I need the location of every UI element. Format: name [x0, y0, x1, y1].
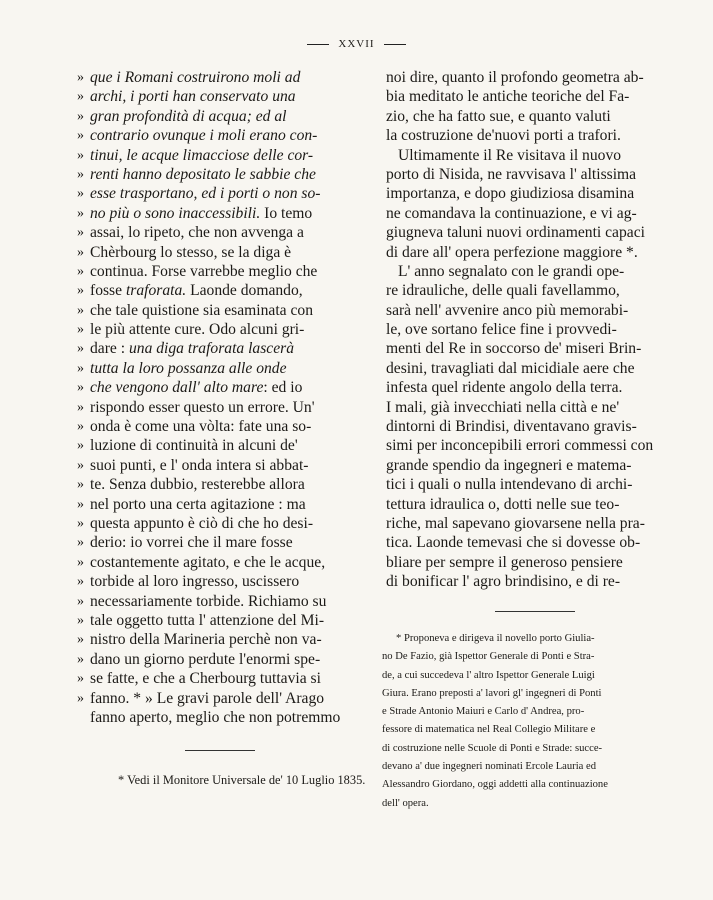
footnote-line: e Strade Antonio Maiuri e Carlo d' Andrea, pro- — [382, 706, 585, 718]
quote-mark: » — [77, 574, 84, 590]
quote-mark: » — [77, 147, 84, 163]
text-line: grande spendio da ingegneri e matema- — [386, 456, 632, 474]
text-line: di bonificar l' agro brindisino, e di re- — [386, 573, 621, 591]
quote-mark: » — [77, 690, 84, 706]
text-line — [77, 359, 370, 378]
text-line — [77, 204, 370, 223]
line-text: tinui, le acque limacciose delle cor- — [90, 146, 314, 164]
line-text: fanno aperto, meglio che non potremmo — [90, 708, 341, 726]
text-line: simi per inconcepibili errori commessi con — [386, 437, 654, 455]
footnote-line: dell' opera. — [382, 797, 429, 809]
line-text: contrario ovunque i moli erano con- — [90, 127, 318, 145]
quote-mark: » — [77, 322, 84, 338]
footnote-line: devano a' due ingegneri nominati Ercole Lauria ed — [382, 761, 596, 773]
text-line: riche, mal sapevano giovarsene nella pra- — [386, 514, 645, 532]
line-text-italic: che vengono dall' alto mare — [90, 379, 264, 397]
text-line: tici i quali o nulla intendevano di archi- — [386, 476, 633, 494]
text-line — [77, 398, 370, 417]
text-line: sarà nell' avvenire anco più memorabi- — [386, 301, 629, 319]
quote-mark: » — [77, 632, 84, 648]
text-line — [77, 281, 370, 300]
text-line — [77, 68, 370, 87]
text-line — [77, 650, 370, 669]
text-line — [77, 417, 370, 436]
line-text: tale oggetto tutta l' attenzione del Mi- — [90, 611, 325, 629]
text-line: L' anno segnalato con le grandi ope- — [398, 262, 625, 280]
left-footnote-rule — [185, 750, 255, 751]
text-line — [77, 165, 370, 184]
line-text: Io temo — [260, 204, 313, 222]
quote-mark: » — [77, 302, 84, 318]
quote-mark: » — [77, 70, 84, 85]
text-line — [77, 514, 370, 533]
line-text: renti hanno depositato le sabbie che — [90, 165, 316, 183]
quote-mark: » — [77, 593, 84, 609]
line-text: suoi punti, e l' onda intera si abbat- — [90, 456, 309, 474]
line-text: nel porto una certa agitazione : ma — [90, 495, 306, 513]
line-text: le più attente cure. Odo alcuni gri- — [90, 321, 305, 339]
text-line — [77, 436, 370, 455]
text-line — [90, 708, 370, 727]
page-header — [0, 38, 713, 50]
quote-mark: » — [77, 108, 84, 124]
quote-mark: » — [77, 496, 84, 512]
footnote-line: de, a cui succedeva l' altro Ispettor Generale Luigi — [382, 669, 595, 681]
text-line — [77, 456, 370, 475]
right-footnote — [382, 630, 682, 813]
footnote-line: Alessandro Giordano, oggi addetti alla continuazione — [382, 779, 608, 791]
quote-mark: » — [77, 612, 84, 628]
header-rule-right — [384, 44, 406, 45]
line-text: continua. Forse varrebbe meglio che — [90, 262, 318, 280]
text-line: menti del Re in soccorso de' miseri Brin- — [386, 340, 642, 358]
text-line: noi dire, quanto il profondo geometra ab- — [386, 69, 644, 86]
line-text: te. Senza dubbio, resterebbe allora — [90, 476, 305, 494]
text-line — [77, 533, 370, 552]
line-text: dano un giorno perdute l'enormi spe- — [90, 650, 321, 668]
footnote-line: * Proponeva e dirigeva il novello porto Giulia- — [396, 633, 595, 644]
line-text: Chèrbourg lo stesso, se la diga è — [90, 243, 292, 261]
line-text: onda è come una vòlta: fate una so- — [90, 418, 312, 436]
line-text: se fatte, e che a Cherbourg tuttavia si — [90, 670, 321, 688]
footnote-line: fessore di matematica nel Real Collegio Militare e — [382, 724, 596, 736]
quote-mark: » — [77, 225, 84, 241]
line-text: fanno. * » Le gravi parole dell' Arago — [90, 689, 325, 707]
footnote-line: di costruzione nelle Scuole di Ponti e Strade: succe- — [382, 742, 603, 754]
text-line: porto di Nisida, ne ravvisava l' altissima — [386, 165, 637, 183]
line-text: necessariamente torbide. Richiamo su — [90, 592, 327, 610]
line-text: derio: io vorrei che il mare fosse — [90, 534, 293, 552]
line-text: torbide al loro ingresso, uscissero — [90, 573, 300, 591]
text-line — [77, 611, 370, 630]
text-line — [77, 669, 370, 688]
quote-mark: » — [77, 477, 84, 493]
text-line: bia meditato le antiche teoriche del Fa- — [386, 88, 630, 106]
text-line: desini, travagliati dal micidiale aere che — [386, 359, 635, 377]
line-text: Laonde domando, — [186, 282, 303, 300]
text-line: importanza, e dopo giudiziosa disamina — [386, 185, 635, 203]
line-text: esse trasportano, ed i porti o non so- — [90, 185, 321, 203]
line-text: archi, i porti han conservato una — [90, 88, 296, 106]
text-line: Ultimamente il Re visitava il nuovo — [398, 146, 622, 164]
left-column — [77, 68, 370, 727]
quote-mark: » — [77, 186, 84, 202]
line-text: nistro della Marineria perchè non va- — [90, 631, 322, 649]
line-text: costantemente agitato, e che le acque, — [90, 553, 326, 571]
line-text: assai, lo ripeto, che non avvenga a — [90, 224, 304, 242]
text-line — [77, 339, 370, 358]
quote-mark: » — [77, 554, 84, 570]
text-line: re idrauliche, delle quali favellammo, — [386, 282, 620, 300]
text-line — [77, 184, 370, 203]
line-text: tutta la loro possanza alle onde — [90, 359, 287, 377]
quote-mark: » — [77, 419, 84, 435]
text-line: giugneva taluni nuovi ordinamenti capaci — [386, 224, 645, 242]
quote-mark: » — [77, 515, 84, 531]
text-line: ne comandava la continuazione, e vi ag- — [386, 204, 637, 222]
line-text: gran profondità di acqua; ed al — [90, 107, 287, 125]
text-line — [77, 262, 370, 281]
text-line — [77, 495, 370, 514]
quote-mark: » — [77, 128, 84, 144]
quote-mark: » — [77, 671, 84, 687]
text-line — [77, 146, 370, 165]
quote-mark: » — [77, 89, 84, 105]
text-line: di dare all' opera perfezione maggiore *. — [386, 243, 638, 261]
left-footnote: * Vedi il Monitore Universale de' 10 Luglio 1835. — [118, 773, 366, 787]
quote-mark: » — [77, 651, 84, 667]
text-line — [77, 572, 370, 591]
page-number: XXVII — [338, 38, 375, 50]
line-text: : ed io — [263, 379, 303, 397]
footnote-line: no De Fazio, già Ispettor Generale di Ponti e Stra- — [382, 651, 595, 663]
quote-mark: » — [77, 263, 84, 279]
line-text: que i Romani costruirono moli ad — [90, 69, 301, 86]
text-line — [77, 223, 370, 242]
text-line: la costruzione de'nuovi porti a trafori. — [386, 127, 621, 145]
text-line — [77, 475, 370, 494]
text-line — [77, 126, 370, 145]
text-line — [77, 301, 370, 320]
quote-mark: » — [77, 399, 84, 415]
text-line — [77, 689, 370, 708]
text-line — [77, 243, 370, 262]
quote-mark: » — [77, 380, 84, 396]
line-text: questa appunto è ciò di che ho desi- — [90, 514, 314, 532]
line-text: rispondo esser questo un errore. Un' — [90, 398, 315, 416]
text-line: le, ove sortano felice fine i provvedi- — [386, 321, 617, 339]
quote-mark: » — [77, 535, 84, 551]
quote-mark: » — [77, 341, 84, 357]
line-text: che tale quistione sia esaminata con — [90, 301, 313, 319]
line-text: dare : — [90, 340, 129, 358]
text-line: bliare per sempre il generoso pensiere — [386, 553, 623, 571]
text-line — [77, 107, 370, 126]
quote-mark: » — [77, 205, 84, 221]
text-line — [77, 320, 370, 339]
line-text: luzione di continuità in alcuni de' — [90, 437, 298, 455]
text-line: zio, che ha fatto sue, e quanto valuti — [386, 107, 611, 125]
quote-mark: » — [77, 438, 84, 454]
text-line — [77, 87, 370, 106]
line-text-italic: no più o sono inaccessibili. — [90, 204, 261, 222]
text-line — [77, 630, 370, 649]
text-line: infesta quel ridente angolo della terra. — [386, 379, 623, 397]
quote-mark: » — [77, 360, 84, 376]
quote-mark: » — [77, 283, 84, 299]
line-text-italic: traforata. — [125, 282, 187, 300]
quote-mark: » — [77, 166, 84, 182]
quote-mark: » — [77, 457, 84, 473]
text-line: dintorni di Brindisi, diventavano gravis- — [386, 418, 637, 436]
text-line: I mali, già invecchiati nella città e ne' — [386, 398, 620, 416]
text-line: tica. Laonde temevasi che si dovesse ob- — [386, 534, 641, 552]
right-footnote-rule — [495, 611, 575, 612]
footnote-line: Giura. Erano preposti a' lavori gl' ingegneri di Ponti — [382, 687, 602, 699]
right-column — [386, 68, 678, 592]
header-rule-left — [307, 44, 329, 45]
text-line — [77, 378, 370, 397]
line-text: fosse — [90, 282, 126, 300]
text-line: tettura idraulica o, dotti nelle sue teo- — [386, 495, 620, 513]
text-line — [77, 592, 370, 611]
quote-mark: » — [77, 244, 84, 260]
text-line — [77, 553, 370, 572]
line-text-italic: una diga traforata lascerà — [128, 340, 295, 358]
